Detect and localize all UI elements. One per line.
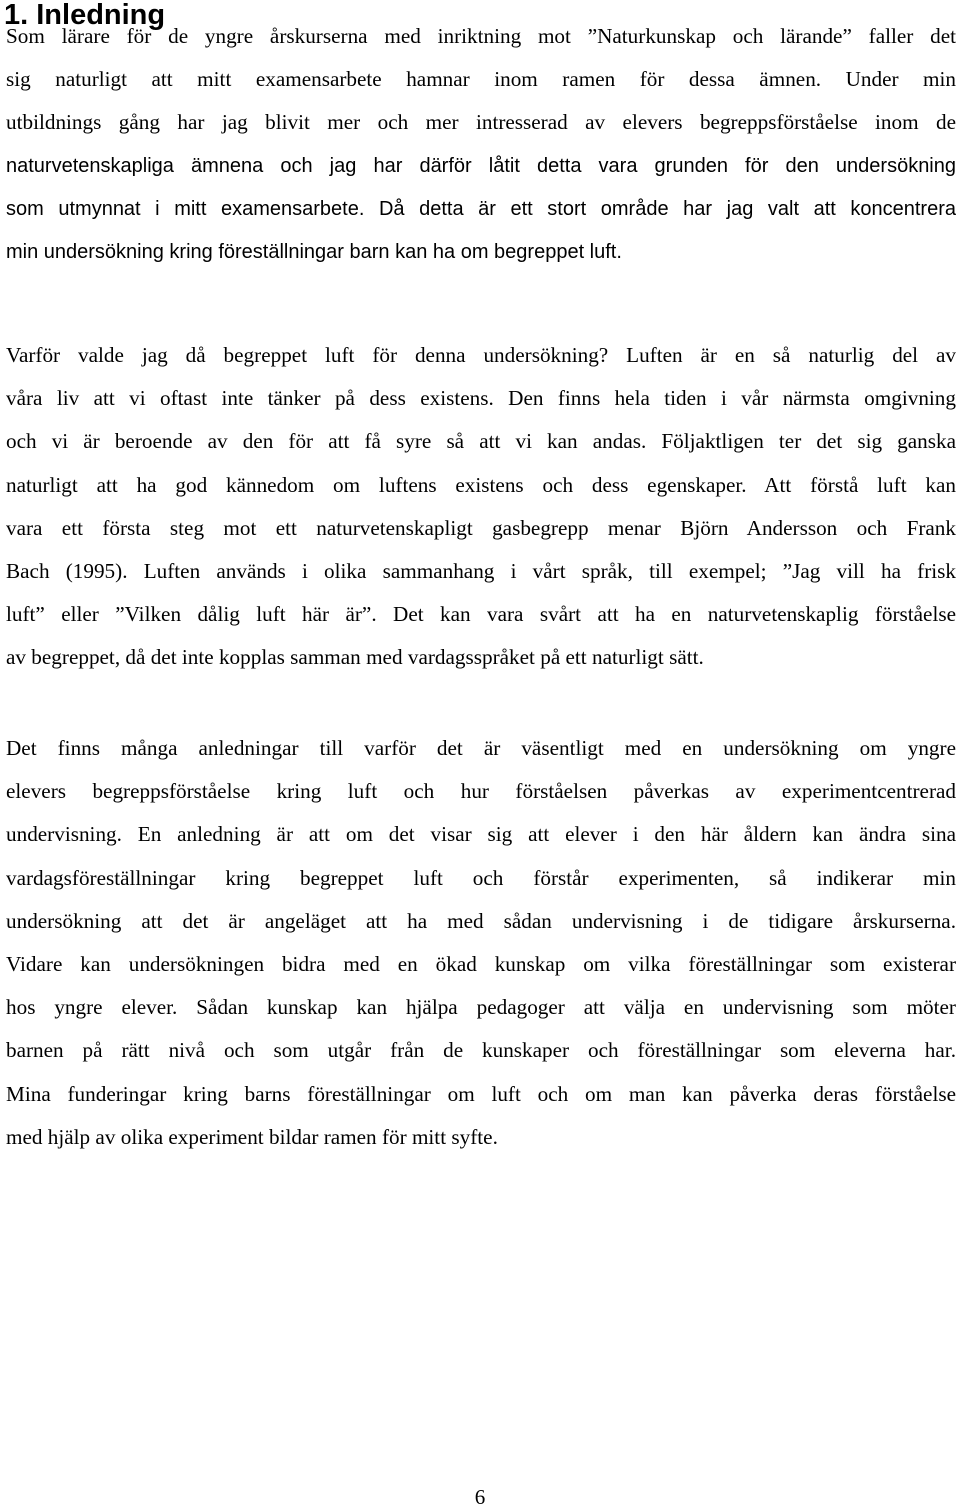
section-heading: 1. Inledning (4, 0, 166, 31)
text-line: luft” eller ”Vilken dålig luft här är”. Det kan vara svårt att ha en naturvetenskaplig förståelse (6, 602, 956, 627)
text-line: naturvetenskapliga ämnena och jag har därför låtit detta vara grunden för den undersökning (6, 154, 956, 177)
paragraph-intro (6, 15, 956, 274)
page-number: 6 (474, 1485, 486, 1509)
text-line: av begreppet, då det inte kopplas samman med vardagsspråket på ett naturligt sätt. (6, 645, 704, 670)
text-line: hos yngre elever. Sådan kunskap kan hjälpa pedagoger att välja en undervisning som möter (6, 995, 956, 1020)
text-line: undervisning. En anledning är att om det visar sig att elever i den här åldern kan ändra sina (6, 822, 956, 847)
text-line: Mina funderingar kring barns föreställningar om luft och om man kan påverka deras förståelse (6, 1081, 956, 1106)
text-line: våra liv att vi oftast inte tänker på dess existens. Den finns hela tiden i vår närmsta omgivning (6, 386, 956, 411)
text-line: Vidare kan undersökningen bidra med en ökad kunskap om vilka föreställningar som existerar (6, 951, 956, 976)
text-line: utbildnings gång har jag blivit mer och mer intresserad av elevers begreppsförståelse inom de (6, 110, 956, 135)
text-line: som utmynnat i mitt examensarbete. Då detta är ett stort område har jag valt att koncentrera (6, 197, 956, 220)
text-line: vardagsföreställningar kring begreppet luft och förstår experimenten, så indikerar min (6, 865, 956, 890)
text-line: sig naturligt att mitt examensarbete hamnar inom ramen för dessa ämnen. Under min (6, 67, 956, 92)
text-line: naturligt att ha god kännedom om luftens existens och dess egenskaper. Att förstå luft kan (6, 472, 956, 497)
text-line: elevers begreppsförståelse kring luft och hur förståelsen påverkas av experimentcentrerad (6, 779, 956, 804)
paragraph-reasons (6, 727, 956, 1159)
text-line: Som lärare för de yngre årskurserna med inriktning mot ”Naturkunskap och lärande” faller det (6, 24, 956, 48)
text-line: Bach (1995). Luften används i olika sammanhang i vårt språk, till exempel; ”Jag vill ha frisk (6, 558, 956, 583)
text-line: Det finns många anledningar till varför det är väsentligt med en undersökning om yngre (6, 736, 956, 760)
text-line: barnen på rätt nivå och som utgår från de kunskaper och föreställningar som eleverna har. (6, 1038, 956, 1063)
text-line: vara ett första steg mot ett naturvetenskapligt gasbegrepp menar Björn Andersson och Frank (6, 515, 956, 540)
text-line: med hjälp av olika experiment bildar ramen för mitt syfte. (6, 1124, 498, 1149)
text-line: min undersökning kring föreställningar barn kan ha om begreppet luft. (6, 240, 622, 263)
paragraph-why-air (6, 334, 956, 680)
text-line: undersökning att det är angeläget att ha med sådan undervisning i de tidigare årskurserna. (6, 908, 956, 933)
text-line: och vi är beroende av den för att få syre så att vi kan andas. Följaktligen ter det sig ganska (6, 429, 956, 454)
text-line: Varför valde jag då begreppet luft för denna undersökning? Luften är en så naturlig del av (6, 343, 956, 367)
